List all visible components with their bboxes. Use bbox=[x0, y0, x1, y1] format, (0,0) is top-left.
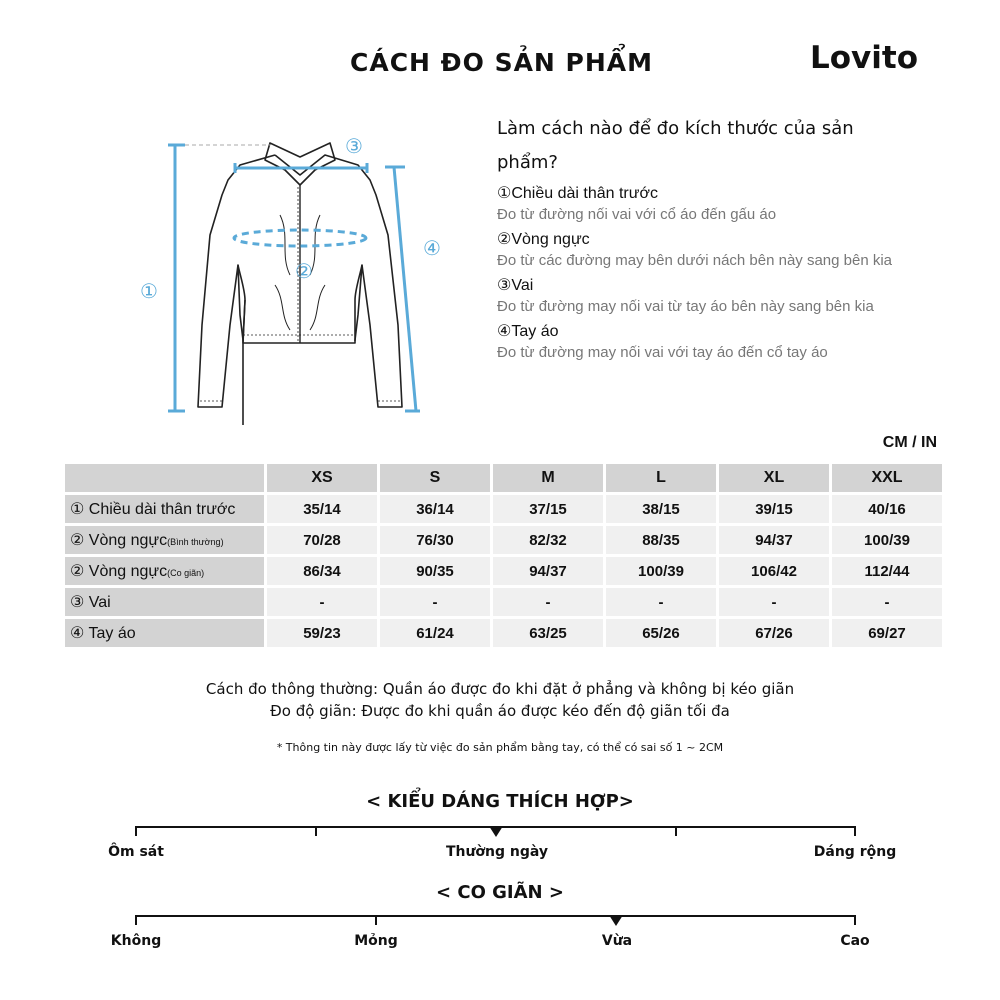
stretch-tick bbox=[854, 915, 856, 925]
cell-value: 35/14 bbox=[267, 495, 377, 523]
guide-heading-sleeve: ④Tay áo bbox=[497, 323, 559, 340]
marker-2: ② bbox=[295, 259, 313, 283]
guide-heading-length: ①Chiều dài thân trước bbox=[497, 185, 658, 202]
cell-value: 63/25 bbox=[493, 619, 603, 647]
stretch-label: Mỏng bbox=[354, 933, 398, 949]
measurement-notes bbox=[0, 678, 1000, 722]
note-stretch: Đo độ giãn: Được đo khi quần áo được kéo đến độ giãn tối đa bbox=[270, 702, 730, 720]
cell-value: 40/16 bbox=[832, 495, 942, 523]
cell-value: 65/26 bbox=[606, 619, 716, 647]
guide-desc-sleeve: Đo từ đường may nối vai với tay áo đến cổ tay áo bbox=[497, 344, 828, 361]
marker-4: ④ bbox=[423, 236, 441, 260]
guide-question: Làm cách nào để đo kích thước của sản phẩm? bbox=[497, 118, 854, 173]
fit-tick bbox=[315, 826, 317, 836]
table-row bbox=[65, 557, 942, 585]
fit-title: < KIỂU DÁNG THÍCH HỢP> bbox=[366, 791, 634, 812]
cell-value: 37/15 bbox=[493, 495, 603, 523]
measurement-guide bbox=[497, 112, 917, 364]
guide-desc-shoulder: Đo từ đường may nối vai từ tay áo bên này sang bên kia bbox=[497, 298, 874, 315]
cell-value: 67/26 bbox=[719, 619, 829, 647]
fit-scale bbox=[108, 826, 897, 860]
cell-value: - bbox=[267, 588, 377, 616]
row-label: ① Chiều dài thân trước bbox=[65, 495, 264, 523]
cell-value: 39/15 bbox=[719, 495, 829, 523]
row-label: ② Vòng ngực(Co giãn) bbox=[65, 557, 264, 585]
table-row bbox=[65, 495, 942, 523]
cell-value: 106/42 bbox=[719, 557, 829, 585]
note-normal: Cách đo thông thường: Quần áo được đo khi đặt ở phẳng và không bị kéo giãn bbox=[205, 680, 795, 698]
size-header: XS bbox=[267, 464, 377, 492]
guide-desc-bust: Đo từ các đường may bên dưới nách bên này sang bên kia bbox=[497, 252, 893, 269]
size-header: S bbox=[380, 464, 490, 492]
cell-value: 94/37 bbox=[493, 557, 603, 585]
cell-value: 112/44 bbox=[832, 557, 942, 585]
size-header: L bbox=[606, 464, 716, 492]
guide-heading-bust: ②Vòng ngực bbox=[497, 231, 590, 248]
page-title: CÁCH ĐO SẢN PHẨM bbox=[350, 48, 654, 77]
table-row bbox=[65, 526, 942, 554]
cell-value: 69/27 bbox=[832, 619, 942, 647]
marker-3: ③ bbox=[345, 134, 363, 158]
size-table bbox=[62, 461, 945, 650]
size-header: M bbox=[493, 464, 603, 492]
cell-value: 76/30 bbox=[380, 526, 490, 554]
marker-1: ① bbox=[140, 279, 158, 303]
cell-value: - bbox=[719, 588, 829, 616]
brand-logo: Lovito bbox=[810, 40, 919, 76]
size-header-corner bbox=[65, 464, 264, 492]
stretch-title: < CO GIÃN > bbox=[436, 882, 564, 903]
cell-value: 59/23 bbox=[267, 619, 377, 647]
cell-value: 100/39 bbox=[606, 557, 716, 585]
stretch-scale bbox=[110, 915, 870, 949]
cell-value: - bbox=[493, 588, 603, 616]
fit-marker-icon bbox=[489, 826, 503, 837]
row-label: ④ Tay áo bbox=[65, 619, 264, 647]
fit-tick bbox=[675, 826, 677, 836]
cell-value: - bbox=[832, 588, 942, 616]
cell-value: - bbox=[380, 588, 490, 616]
stretch-tick bbox=[135, 915, 137, 925]
stretch-tick bbox=[375, 915, 377, 925]
cell-value: 38/15 bbox=[606, 495, 716, 523]
size-header: XL bbox=[719, 464, 829, 492]
stretch-marker-icon bbox=[609, 915, 623, 926]
row-label: ③ Vai bbox=[65, 588, 264, 616]
cell-value: 94/37 bbox=[719, 526, 829, 554]
fit-tick bbox=[135, 826, 137, 836]
fit-label: Ôm sát bbox=[108, 844, 164, 860]
fit-label: Thường ngày bbox=[445, 844, 549, 860]
fit-tick bbox=[854, 826, 856, 836]
stretch-label: Vừa bbox=[601, 933, 633, 949]
cell-value: 90/35 bbox=[380, 557, 490, 585]
cell-value: - bbox=[606, 588, 716, 616]
table-row bbox=[65, 588, 942, 616]
size-header-row bbox=[65, 464, 942, 492]
unit-label: CM / IN bbox=[882, 434, 937, 451]
footnote: * Thông tin này được lấy từ việc đo sản phẩm bằng tay, có thể có sai số 1 ~ 2CM bbox=[276, 741, 724, 754]
stretch-label: Không bbox=[110, 933, 162, 949]
cell-value: 61/24 bbox=[380, 619, 490, 647]
cell-value: 36/14 bbox=[380, 495, 490, 523]
cell-value: 82/32 bbox=[493, 526, 603, 554]
row-label: ② Vòng ngực(Bình thường) bbox=[65, 526, 264, 554]
stretch-label: Cao bbox=[840, 933, 870, 949]
cell-value: 86/34 bbox=[267, 557, 377, 585]
size-header: XXL bbox=[832, 464, 942, 492]
cell-value: 100/39 bbox=[832, 526, 942, 554]
cell-value: 88/35 bbox=[606, 526, 716, 554]
fit-label: Dáng rộng bbox=[813, 844, 897, 860]
garment-measurement-diagram bbox=[130, 125, 460, 425]
cell-value: 70/28 bbox=[267, 526, 377, 554]
guide-desc-length: Đo từ đường nối vai với cổ áo đến gấu áo bbox=[497, 206, 777, 223]
guide-heading-shoulder: ③Vai bbox=[497, 277, 534, 294]
table-row bbox=[65, 619, 942, 647]
